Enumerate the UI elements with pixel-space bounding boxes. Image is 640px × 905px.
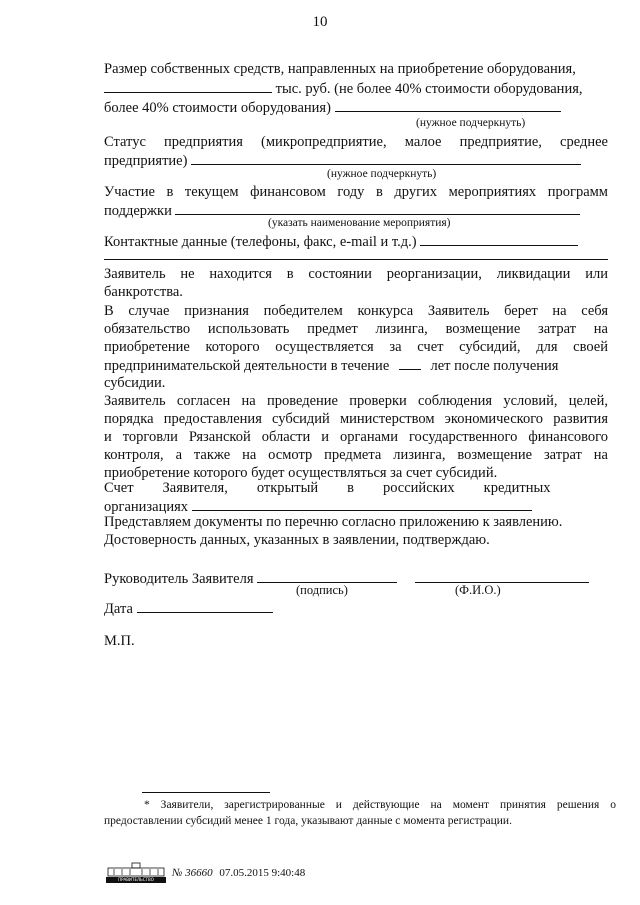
status-label: предприятие) (104, 153, 188, 169)
winner-line-3: приобретение которого осуществляется за счет субсидий, для своей (104, 339, 608, 355)
own-funds-hint: (нужное подчеркнуть) (416, 117, 526, 129)
participation-blank[interactable] (175, 201, 580, 215)
agree-line-4: контроля, а также на осмотр предмета лизинга, возмещение затрат на (104, 447, 608, 463)
own-funds-option-text: более 40% стоимости оборудования) (104, 100, 331, 116)
winner-line-5: субсидии. (104, 375, 166, 391)
truth-statement: Достоверность данных, указанных в заявлении, подтверждаю. (104, 532, 490, 548)
own-funds-line-2 (104, 79, 583, 98)
agree-line-2: порядка предоставления субсидий министерством экономического развития (104, 411, 608, 427)
signature-blank[interactable] (257, 569, 397, 583)
footnote-line-2: предоставлении субсидий менее 1 года, указывают данные с момента регистрации. (104, 815, 512, 827)
agree-line-5: приобретение которого будет осуществляться за счет субсидий. (104, 465, 498, 481)
winner-line-4 (104, 356, 558, 375)
winner-years-blank[interactable] (399, 356, 421, 370)
footnote-separator (142, 792, 270, 793)
agree-line-3: и торговли Рязанской области и органами государственного финансового (104, 429, 608, 445)
winner-after-text: лет после получения (430, 358, 559, 374)
own-funds-line-3 (104, 98, 561, 117)
agree-line-1: Заявитель согласен на проведение проверки соблюдения условий, целей, (104, 393, 608, 409)
registration-stamp (172, 867, 305, 879)
full-name-hint: (Ф.И.О.) (455, 583, 501, 597)
winner-line-2: обязательство использовать предмет лизинга, возмещение затрат на (104, 321, 608, 337)
own-funds-currency-text: тыс. руб. (не более 40% стоимости оборудования, (275, 81, 583, 97)
status-line-1: Статус предприятия (микропредприятие, малое предприятие, среднее (104, 134, 608, 150)
winner-line-1: В случае признания победителем конкурса Заявитель берет на себя (104, 303, 608, 319)
footnote (104, 797, 616, 829)
registration-logo (104, 862, 168, 884)
own-funds-option-blank[interactable] (335, 98, 561, 112)
contacts-blank[interactable] (420, 232, 578, 246)
contacts-label: Контактные данные (телефоны, факс, e-mail и т.д.) (104, 234, 417, 250)
head-label: Руководитель Заявителя (104, 571, 254, 587)
registration-datetime: 07.05.2015 9:40:48 (219, 867, 306, 879)
contacts-line (104, 232, 578, 251)
own-funds-amount-blank[interactable] (104, 79, 272, 93)
status-blank[interactable] (191, 151, 581, 165)
date-line (104, 599, 273, 618)
account-label: организациях (104, 499, 189, 515)
reorg-line-2: банкротства. (104, 284, 183, 300)
account-line-1: Счет Заявителя, открытый в российских кредитных (104, 480, 551, 496)
reorg-line-1: Заявитель не находится в состоянии реорганизации, ликвидации или (104, 266, 608, 282)
registration-logo-text: ПРАВИТЕЛЬСТВО (118, 877, 154, 882)
seal-label: М.П. (104, 633, 135, 649)
full-name-blank[interactable] (415, 569, 589, 583)
account-blank[interactable] (192, 497, 532, 511)
participation-hint: (указать наименование мероприятия) (268, 217, 451, 229)
page-number: 10 (312, 14, 328, 30)
participation-line-1: Участие в текущем финансовом году в других мероприятиях программ (104, 184, 608, 200)
date-label: Дата (104, 601, 133, 617)
winner-period-text: предпринимательской деятельности в течение (104, 358, 390, 374)
footnote-line-1: * Заявители, зарегистрированные и действующие на момент принятия решения о (144, 799, 616, 811)
date-blank[interactable] (137, 599, 273, 613)
own-funds-line-1: Размер собственных средств, направленных на приобретение оборудования, (104, 61, 576, 77)
registration-number: № 36660 (172, 867, 213, 879)
participation-label: поддержки (104, 203, 172, 219)
documents-statement: Представляем документы по перечню согласно приложению к заявлению. (104, 514, 563, 530)
status-hint: (нужное подчеркнуть) (327, 168, 437, 180)
signature-hint: (подпись) (296, 583, 348, 597)
contacts-extra-line[interactable] (104, 259, 608, 260)
